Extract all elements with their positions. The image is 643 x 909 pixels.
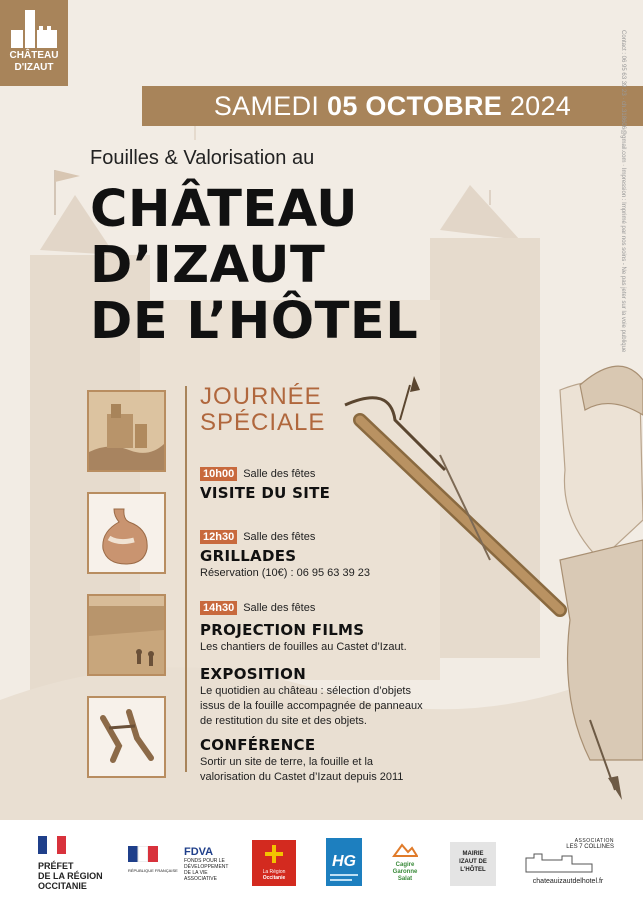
time-badge: 10h00 <box>200 467 237 481</box>
event-exposition <box>200 662 423 728</box>
title-line3: DE L’HÔTEL <box>90 292 419 351</box>
main-title <box>90 182 418 350</box>
special-day-heading <box>200 384 325 436</box>
prefet-line3: OCCITANIE <box>38 881 87 891</box>
side-credit-text: Contact : 06 95 63 39 23 · ch.318606@gmail.com · Impression : Imprimé par nos soins - Ne pas jeter sur la voie publique <box>620 30 626 353</box>
logo-line1: CHÂTEAU <box>9 50 59 61</box>
event-title: GRILLADES <box>200 547 297 565</box>
svg-text:HG: HG <box>332 853 356 870</box>
assoc-line2: LES 7 COLLINES <box>566 844 614 850</box>
event-title: CONFÉRENCE <box>200 736 316 754</box>
cagire-line1: Cagire <box>395 862 415 868</box>
time-badge: 12h30 <box>200 530 237 544</box>
haute-garonne-logo <box>326 838 362 886</box>
partners-footer <box>0 820 643 909</box>
fdva-logo <box>184 846 228 882</box>
castle-outline-icon <box>522 850 614 874</box>
date-banner <box>142 86 643 126</box>
mairie-line3: L'HÔTEL <box>460 867 486 873</box>
occitanie-logo <box>252 840 296 886</box>
event-reservation: Réservation (10€) : 06 95 63 39 23 <box>200 567 371 579</box>
marianne-flag-icon <box>38 836 66 854</box>
occitanie-line2: Occitanie <box>262 875 286 881</box>
time-badge: 14h30 <box>200 601 237 615</box>
date-month: 05 OCTOBRE <box>327 91 503 121</box>
special-line1: JOURNÉE <box>200 383 322 410</box>
event-description-line1: Sortir un site de terre, la fouille et la <box>200 756 374 768</box>
republique-flag-icon <box>128 846 176 862</box>
association-7-collines-logo <box>522 838 614 885</box>
event-title: PROJECTION FILMS <box>200 621 365 639</box>
event-conference <box>200 733 403 784</box>
chateau-izaut-logo <box>0 0 68 86</box>
assoc-website: chateauizautdelhotel.fr <box>532 878 604 885</box>
event-grillades <box>200 525 370 580</box>
mairie-logo <box>450 842 496 886</box>
prefet-logo <box>38 836 103 891</box>
event-place: Salle des fêtes <box>243 602 316 614</box>
event-place: Salle des fêtes <box>243 531 316 543</box>
fdva-line3: DE LA VIE <box>184 870 208 876</box>
event-title: EXPOSITION <box>200 665 307 683</box>
cagire-garonne-salat-logo <box>392 842 418 883</box>
mairie-line1: MAIRIE <box>462 851 484 857</box>
haute-garonne-icon <box>326 838 362 886</box>
prefet-line1: PRÉFET <box>38 861 74 871</box>
event-description-line3: de restitution du site et des objets. <box>200 715 367 727</box>
fdva-line4: ASSOCIATIVE <box>184 876 217 882</box>
title-line1: CHÂTEAU <box>90 180 359 239</box>
mairie-line2: IZAUT DE <box>459 859 487 865</box>
occitanie-line1: La Région <box>262 869 286 875</box>
event-projection <box>200 596 407 654</box>
event-description-line2: issus de la fouille accompagnée de panneaux <box>200 700 423 712</box>
crossbow-artifact-photo <box>87 696 166 778</box>
event-description: Les chantiers de fouilles au Castet d’Izaut. <box>200 641 407 653</box>
event-title: VISITE DU SITE <box>200 484 331 502</box>
pottery-jug-photo <box>87 492 166 574</box>
subtitle: Fouilles & Valorisation au <box>90 147 315 169</box>
cagire-line3: Salat <box>397 876 413 882</box>
event-description-line1: Le quotidien au château : sélection d’objets <box>200 685 411 697</box>
event-visite <box>200 462 330 502</box>
date-year: 2024 <box>509 91 572 121</box>
special-line2: SPÉCIALE <box>200 409 326 436</box>
republique-label: RÉPUBLIQUE FRANÇAISE <box>128 868 178 873</box>
fdva-line1: FONDS POUR LE <box>184 858 225 864</box>
assoc-line1: ASSOCIATION <box>574 838 614 844</box>
occitan-cross-icon <box>263 843 285 865</box>
event-place: Salle des fêtes <box>243 468 316 480</box>
excavation-photo <box>87 594 166 676</box>
fdva-title: FDVA <box>184 846 214 858</box>
title-line2: D’IZAUT <box>90 236 326 295</box>
logo-line2: D'IZAUT <box>14 62 54 73</box>
castle-tower-icon <box>11 8 57 48</box>
cagire-line2: Garonne <box>392 869 418 875</box>
ruins-photo <box>87 390 166 472</box>
prefet-line2: DE LA RÉGION <box>38 871 103 881</box>
vertical-divider <box>185 386 187 772</box>
fdva-line2: DÉVELOPPEMENT <box>184 864 229 870</box>
date-day: SAMEDI <box>213 91 320 121</box>
event-description-line2: valorisation du Castet d’Izaut depuis 2011 <box>200 771 404 783</box>
republique-logo <box>128 846 178 873</box>
cagire-mountain-icon <box>392 842 418 858</box>
